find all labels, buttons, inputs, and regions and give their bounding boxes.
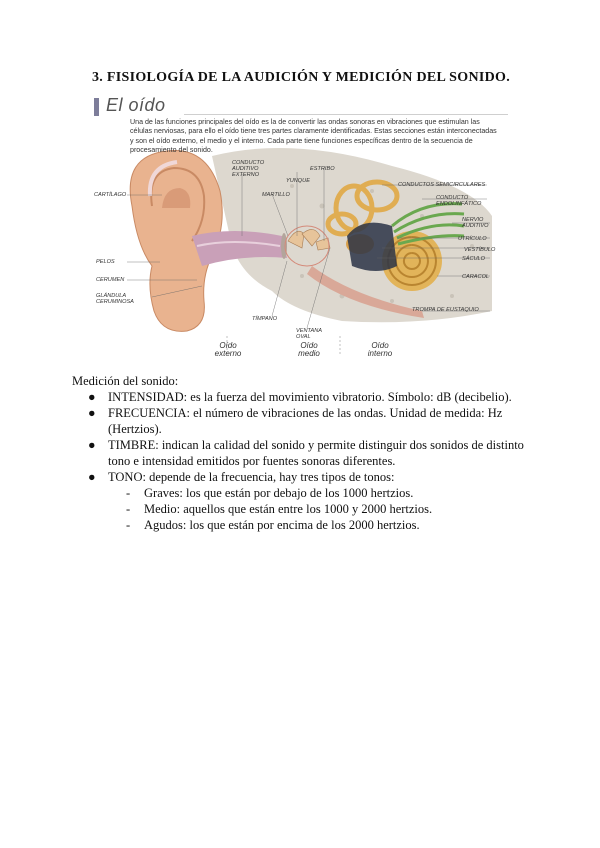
- page-heading: 3. FISIOLOGÍA DE LA AUDICIÓN Y MEDICIÓN DEL SONIDO.: [92, 70, 511, 85]
- label-yunque: YUNQUE: [286, 178, 310, 184]
- tone-text: Agudos: los que están por encima de los 2000 hertzios.: [144, 518, 420, 532]
- list-item-text: TONO: depende de la frecuencia, hay tres tipos de tonos:: [108, 470, 395, 484]
- label-endolinfatico: CONDUCTO ENDOLINFÁTICO: [436, 195, 482, 207]
- tone-item: [126, 501, 528, 517]
- dash-icon: -: [126, 518, 131, 532]
- label-cerumen: CERUMEN: [96, 277, 125, 283]
- label-vestibulo: VESTÍBULO: [464, 247, 496, 253]
- bullet-icon: ●: [88, 470, 96, 484]
- figure-title-block: [92, 96, 508, 118]
- title-accent-bar: [94, 98, 99, 116]
- bullet-icon: ●: [88, 406, 96, 420]
- label-timpano: TÍMPANO: [252, 316, 278, 322]
- zone-interno: Oído interno: [367, 341, 393, 358]
- label-conducto: CONDUCTO AUDITIVO EXTERNO: [232, 160, 265, 178]
- tone-item: [126, 485, 528, 501]
- tone-text: Graves: los que están por debajo de los 1000 hertzios.: [144, 486, 414, 500]
- zone-externo: Oído externo: [214, 341, 242, 358]
- list-item: [88, 437, 528, 469]
- list-item: [88, 469, 528, 533]
- tone-item: [126, 517, 528, 533]
- label-ventana: VENTANA OVAL: [296, 328, 322, 340]
- label-estribo: ESTRIBO: [310, 166, 335, 172]
- figure-title: El oído: [106, 95, 166, 115]
- bullet-icon: ●: [88, 390, 96, 404]
- title-rule: [184, 114, 508, 115]
- bullet-icon: ●: [88, 438, 96, 452]
- label-nervio: NERVIO AUDITIVO: [462, 217, 489, 229]
- label-cartilago: CARTÍLAGO: [94, 192, 127, 198]
- dash-icon: -: [126, 502, 131, 516]
- list-item: [88, 405, 528, 437]
- list-item-text: FRECUENCIA: el número de vibraciones de las ondas. Unidad de medida: Hz (Hertzios).: [108, 406, 503, 436]
- figure-intro-text: Una de las funciones principales del oído es la de convertir las ondas sonoras en vibraciones que estimulan las células nerviosas, para ello el oído tiene tres partes claramente identificadas. Estas secciones están interconectadas y son el oído externo, el medio y el interno. Cada parte tiene funciones específicas dentro de la secuencia de procesamiento del sonido.: [130, 118, 497, 155]
- section-label: Medición del sonido:: [72, 374, 179, 388]
- label-martillo: MARTILLO: [262, 192, 290, 198]
- list-item-text: INTENSIDAD: es la fuerza del movimiento vibratorio. Símbolo: dB (decibelio).: [108, 390, 512, 404]
- label-utriculo: UTRÍCULO: [458, 236, 487, 242]
- dash-icon: -: [126, 486, 131, 500]
- tone-types-list: [108, 485, 528, 533]
- label-pelos: PELOS: [96, 259, 115, 265]
- label-saculo: SÁCULO: [462, 256, 486, 262]
- tone-text: Medio: aquellos que están entre los 1000 y 2000 hertzios.: [144, 502, 433, 516]
- sound-measures-list: [88, 389, 528, 533]
- label-semicirculares: CONDUCTOS SEMICIRCULARES: [398, 182, 486, 188]
- ear-figure: [92, 96, 508, 360]
- label-caracol: CARACOL: [462, 274, 490, 280]
- list-item: [88, 389, 528, 405]
- label-eustaquio: TROMPA DE EUSTAQUIO: [412, 307, 479, 313]
- zone-medio: Oído medio: [298, 341, 320, 358]
- list-item-text: TIMBRE: indican la calidad del sonido y permite distinguir dos sonidos de distinto tono e intensidad emitidos por fuentes sonoras diferentes.: [108, 438, 524, 468]
- label-glandula: GLÁNDULA CERUMINOSA: [96, 293, 134, 305]
